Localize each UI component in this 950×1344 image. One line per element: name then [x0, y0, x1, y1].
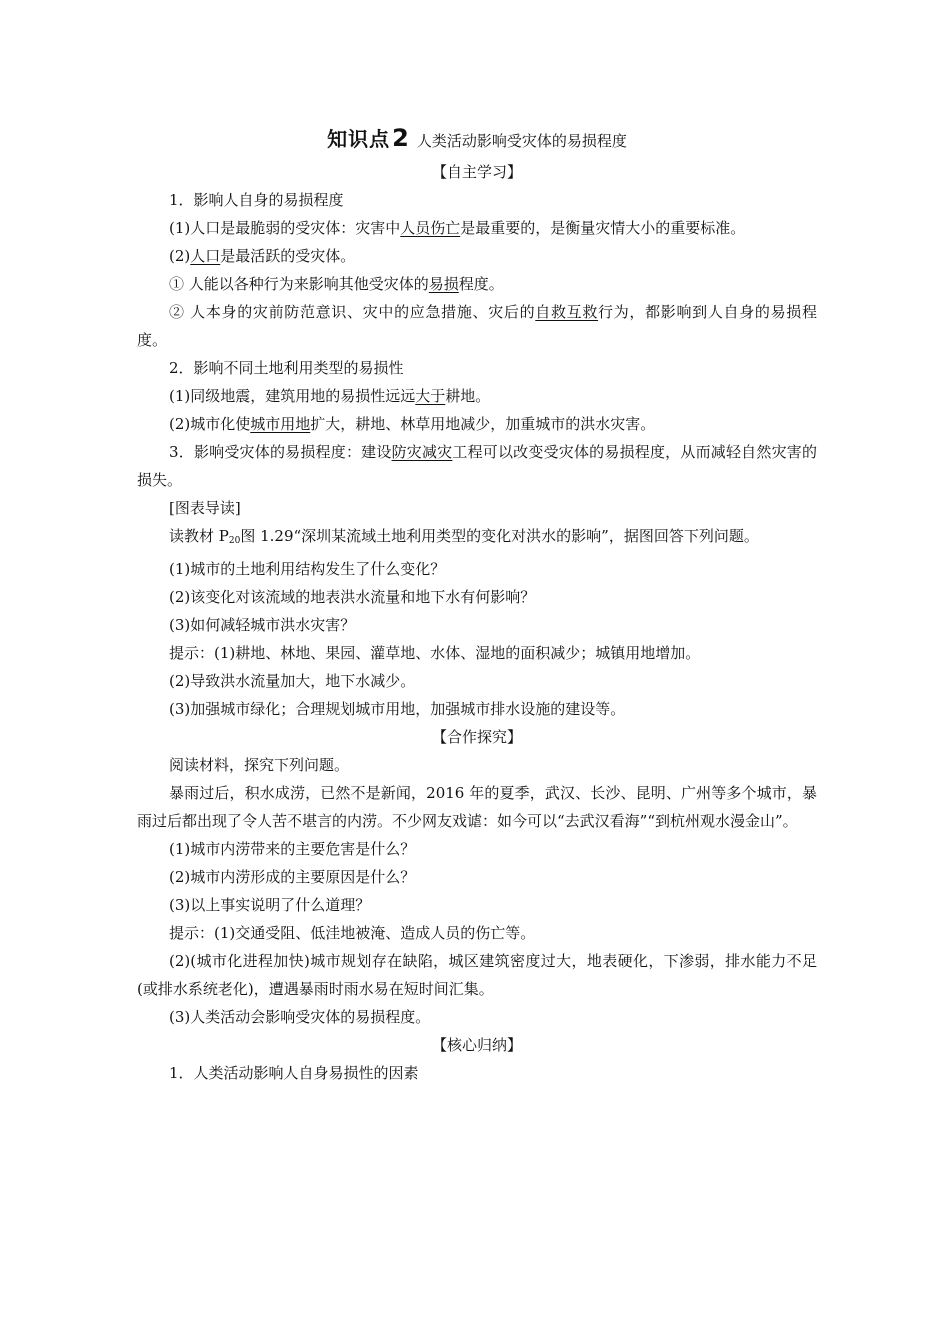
chart-guide-intro	[137, 522, 817, 555]
text: 是最重要的，是衡量灾情大小的重要标准。	[460, 219, 746, 237]
text: 3．影响受灾体的易损程度：建设	[169, 443, 392, 461]
text: (1)同级地震，建筑用地的易损性远远	[169, 387, 416, 405]
s2-point-2	[137, 410, 817, 438]
section-heading-coop: 【合作探究】	[431, 728, 522, 746]
text: 行为，都影响到人自身的易损程度。	[137, 303, 817, 349]
chart-question-3: (3)如何减轻城市洪水灾害？	[169, 616, 356, 634]
text: 工程可以改变受灾体的易损程度，从而减轻自然灾害的损失。	[137, 443, 817, 489]
coop-question-3: (3)以上事实说明了什么道理？	[169, 896, 371, 914]
page-subscript: 20	[228, 536, 241, 546]
answer-blank: 防灾减灾	[391, 443, 453, 461]
s2-heading: 2．影响不同土地利用类型的易损性	[169, 359, 404, 377]
text: (1)人口是最脆弱的受灾体：灾害中	[169, 219, 401, 237]
page-title	[137, 118, 817, 158]
text: 扩大，耕地、林草用地减少，加重城市的洪水灾害。	[310, 415, 656, 433]
answer-blank: 大于	[415, 387, 446, 405]
chart-guide-heading: [图表导读]	[169, 499, 241, 517]
chart-hint-2: (2)导致洪水流量加大，地下水减少。	[169, 672, 416, 690]
answer-blank: 人员伤亡	[400, 219, 461, 237]
text: 是最活跃的受灾体。	[220, 247, 356, 265]
s3-paragraph	[137, 438, 817, 494]
knowledge-point-number: 2	[392, 124, 409, 152]
core-point-1: 1．人类活动影响人自身易损性的因素	[169, 1064, 419, 1082]
chart-question-2: (2)该变化对该流域的地表洪水流量和地下水有何影响？	[169, 588, 536, 606]
coop-hint-2: (2)(城市化进程加快)城市规划存在缺陷，城区建筑密度过大，地表硬化，下渗弱，排水能力不足(或排水系统老化)，遭遇暴雨时雨水易在短时间汇集。	[137, 952, 817, 998]
text: 耕地。	[445, 387, 491, 405]
s1-point-3	[137, 270, 817, 298]
chart-hint-3: (3)加强城市绿化；合理规划城市用地，加强城市排水设施的建设等。	[169, 700, 626, 718]
s1-point-4	[137, 298, 817, 354]
s1-point-1	[137, 214, 817, 242]
coop-intro: 阅读材料，探究下列问题。	[169, 756, 350, 774]
coop-material: 暴雨过后，积水成涝，已然不是新闻，2016 年的夏季，武汉、长沙、昆明、广州等多个城市，暴雨过后都出现了令人苦不堪言的内涝。不少网友戏谑：如今可以“去武汉看海”“到杭州观水漫金山”。	[137, 784, 817, 830]
coop-hint-1: 提示：(1)交通受阻、低洼地被淹、造成人员的伤亡等。	[169, 924, 536, 942]
text: (2)	[169, 247, 191, 265]
answer-blank: 城市用地	[250, 415, 311, 433]
text: 读教材 P	[169, 527, 229, 545]
answer-blank: 易损	[428, 275, 459, 293]
text: 图 1.29“深圳某流域土地利用类型的变化对洪水的影响”，据图回答下列问题。	[240, 527, 759, 545]
chart-question-1: (1)城市的土地利用结构发生了什么变化？	[169, 560, 446, 578]
coop-hint-3: (3)人类活动会影响受灾体的易损程度。	[169, 1008, 431, 1026]
coop-question-1: (1)城市内涝带来的主要危害是什么？	[169, 840, 416, 858]
section-heading-self-study: 【自主学习】	[431, 163, 522, 181]
s1-point-2	[137, 242, 817, 270]
s2-point-1	[137, 382, 817, 410]
text: (2)城市化使	[169, 415, 251, 433]
knowledge-point-topic: 人类活动影响受灾体的易损程度	[416, 132, 627, 150]
s1-heading: 1．影响人自身的易损程度	[169, 191, 344, 209]
text: ② 人本身的灾前防范意识、灾中的应急措施、灾后的	[169, 303, 536, 321]
coop-question-2: (2)城市内涝形成的主要原因是什么？	[169, 868, 416, 886]
text: ① 人能以各种行为来影响其他受灾体的	[169, 275, 429, 293]
chart-hint-1: 提示：(1)耕地、林地、果园、灌草地、水体、湿地的面积减少；城镇用地增加。	[169, 644, 701, 662]
answer-blank: 人口	[190, 247, 221, 265]
document-page	[137, 118, 817, 1087]
knowledge-point-label: 知识点	[327, 127, 391, 151]
section-heading-core: 【核心归纳】	[431, 1036, 522, 1054]
answer-blank: 自救互救	[535, 303, 599, 321]
text: 程度。	[458, 275, 504, 293]
